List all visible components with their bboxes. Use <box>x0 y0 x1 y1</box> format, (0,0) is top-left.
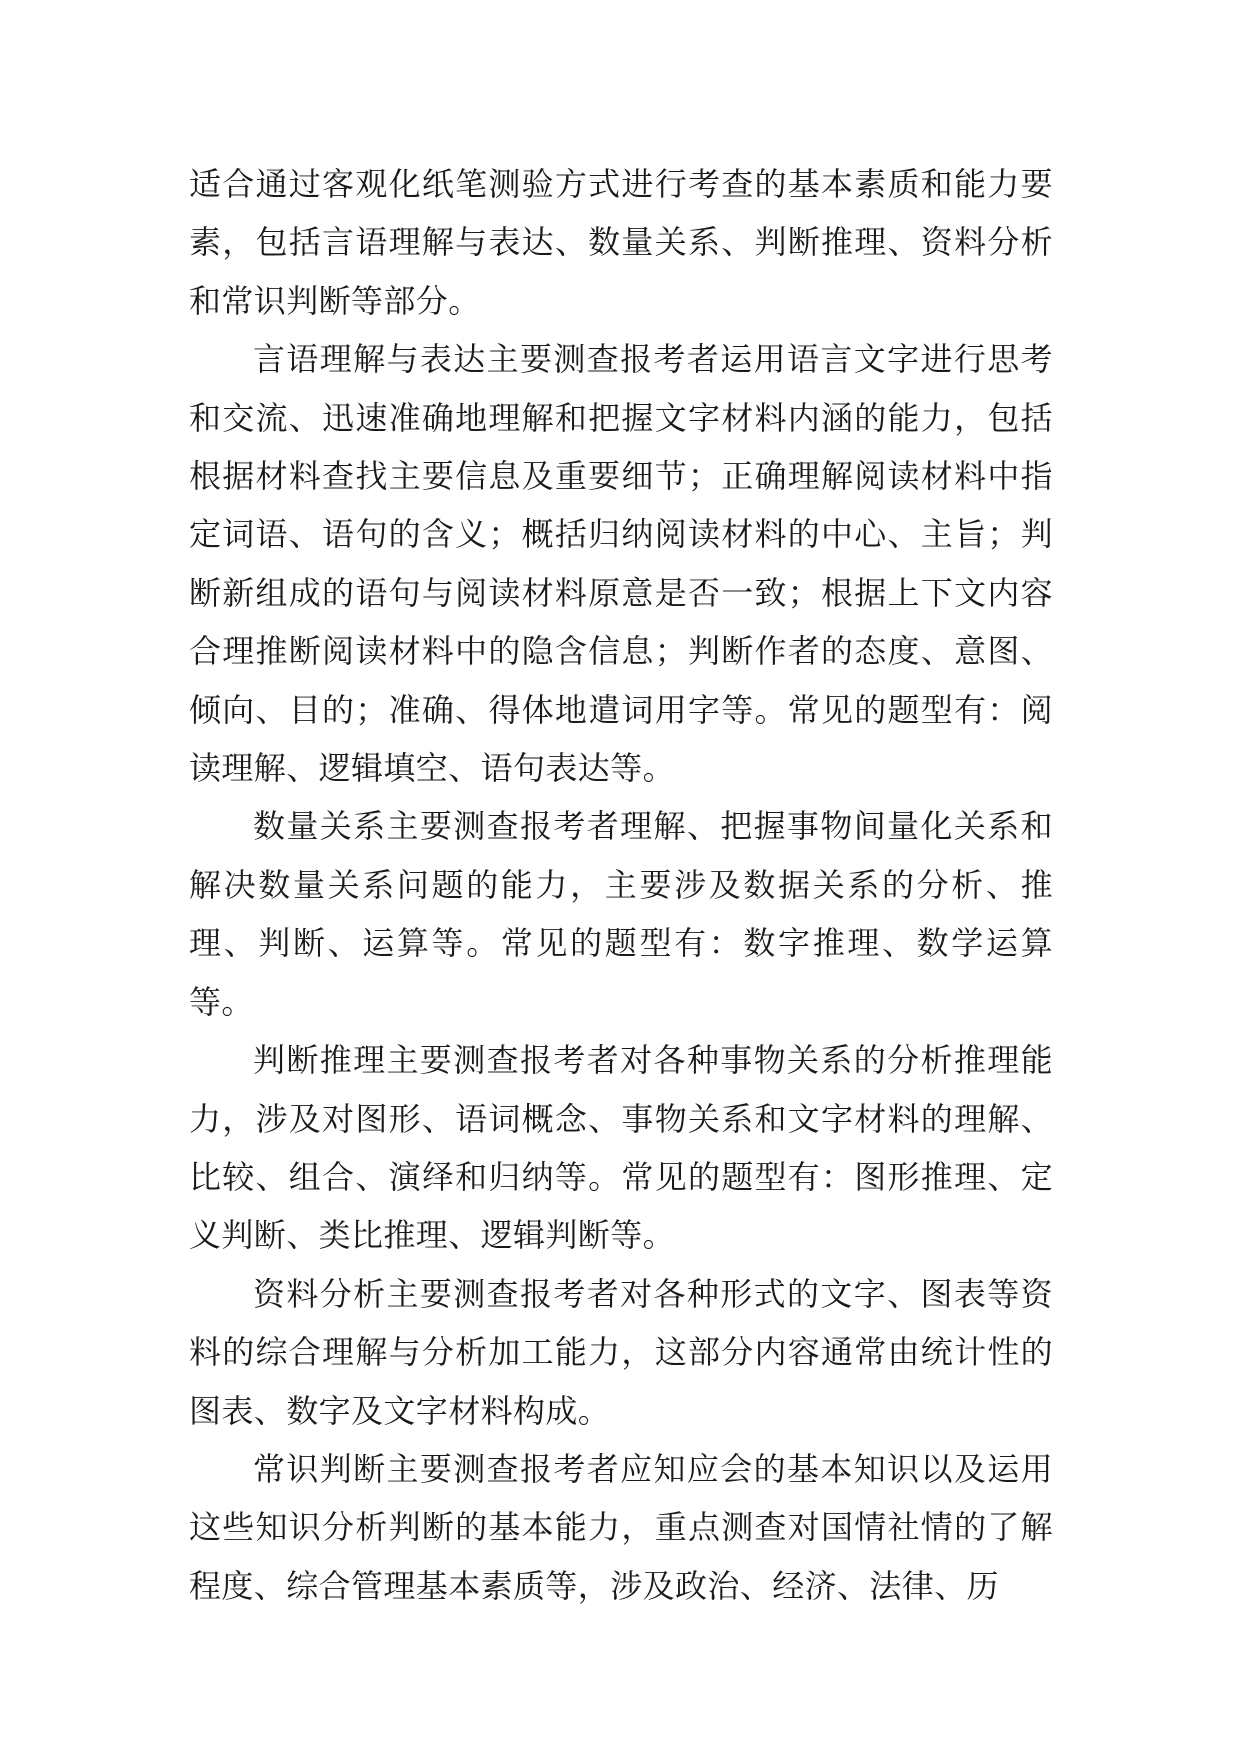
paragraph-quantitative-relations: 数量关系主要测查报考者理解、把握事物间量化关系和解决数量关系问题的能力，主要涉及数据关系的分析、推理、判断、运算等。常见的题型有：数字推理、数学运算等。 <box>189 807 1053 1021</box>
paragraph-general-knowledge: 常识判断主要测查报考者应知应会的基本知识以及运用这些知识分析判断的基本能力，重点测查对国情社情的了解程度、综合管理基本素质等，涉及政治、经济、法律、历 <box>189 1449 1053 1605</box>
paragraph-verbal-comprehension: 言语理解与表达主要测查报考者运用语言文字进行思考和交流、迅速准确地理解和把握文字材料内涵的能力，包括根据材料查找主要信息及重要细节；正确理解阅读材料中指定词语、语句的含义；概括归纳阅读材料的中心、主旨；判断新组成的语句与阅读材料原意是否一致；根据上下文内容合理推断阅读材料中的隐含信息；判断作者的态度、意图、倾向、目的；准确、得体地遣词用字等。常见的题型有：阅读理解、逻辑填空、语句表达等。 <box>189 340 1053 788</box>
body-text <box>189 155 1053 1615</box>
paragraph-judgment-reasoning: 判断推理主要测查报考者对各种事物关系的分析推理能力，涉及对图形、语词概念、事物关系和文字材料的理解、比较、组合、演绎和归纳等。常见的题型有：图形推理、定义判断、类比推理、逻辑判断等。 <box>189 1041 1053 1255</box>
paragraph-intro-continuation: 适合通过客观化纸笔测验方式进行考查的基本素质和能力要素，包括言语理解与表达、数量关系、判断推理、资料分析和常识判断等部分。 <box>189 165 1053 320</box>
paragraph-data-analysis: 资料分析主要测查报考者对各种形式的文字、图表等资料的综合理解与分析加工能力，这部分内容通常由统计性的图表、数字及文字材料构成。 <box>189 1274 1053 1430</box>
